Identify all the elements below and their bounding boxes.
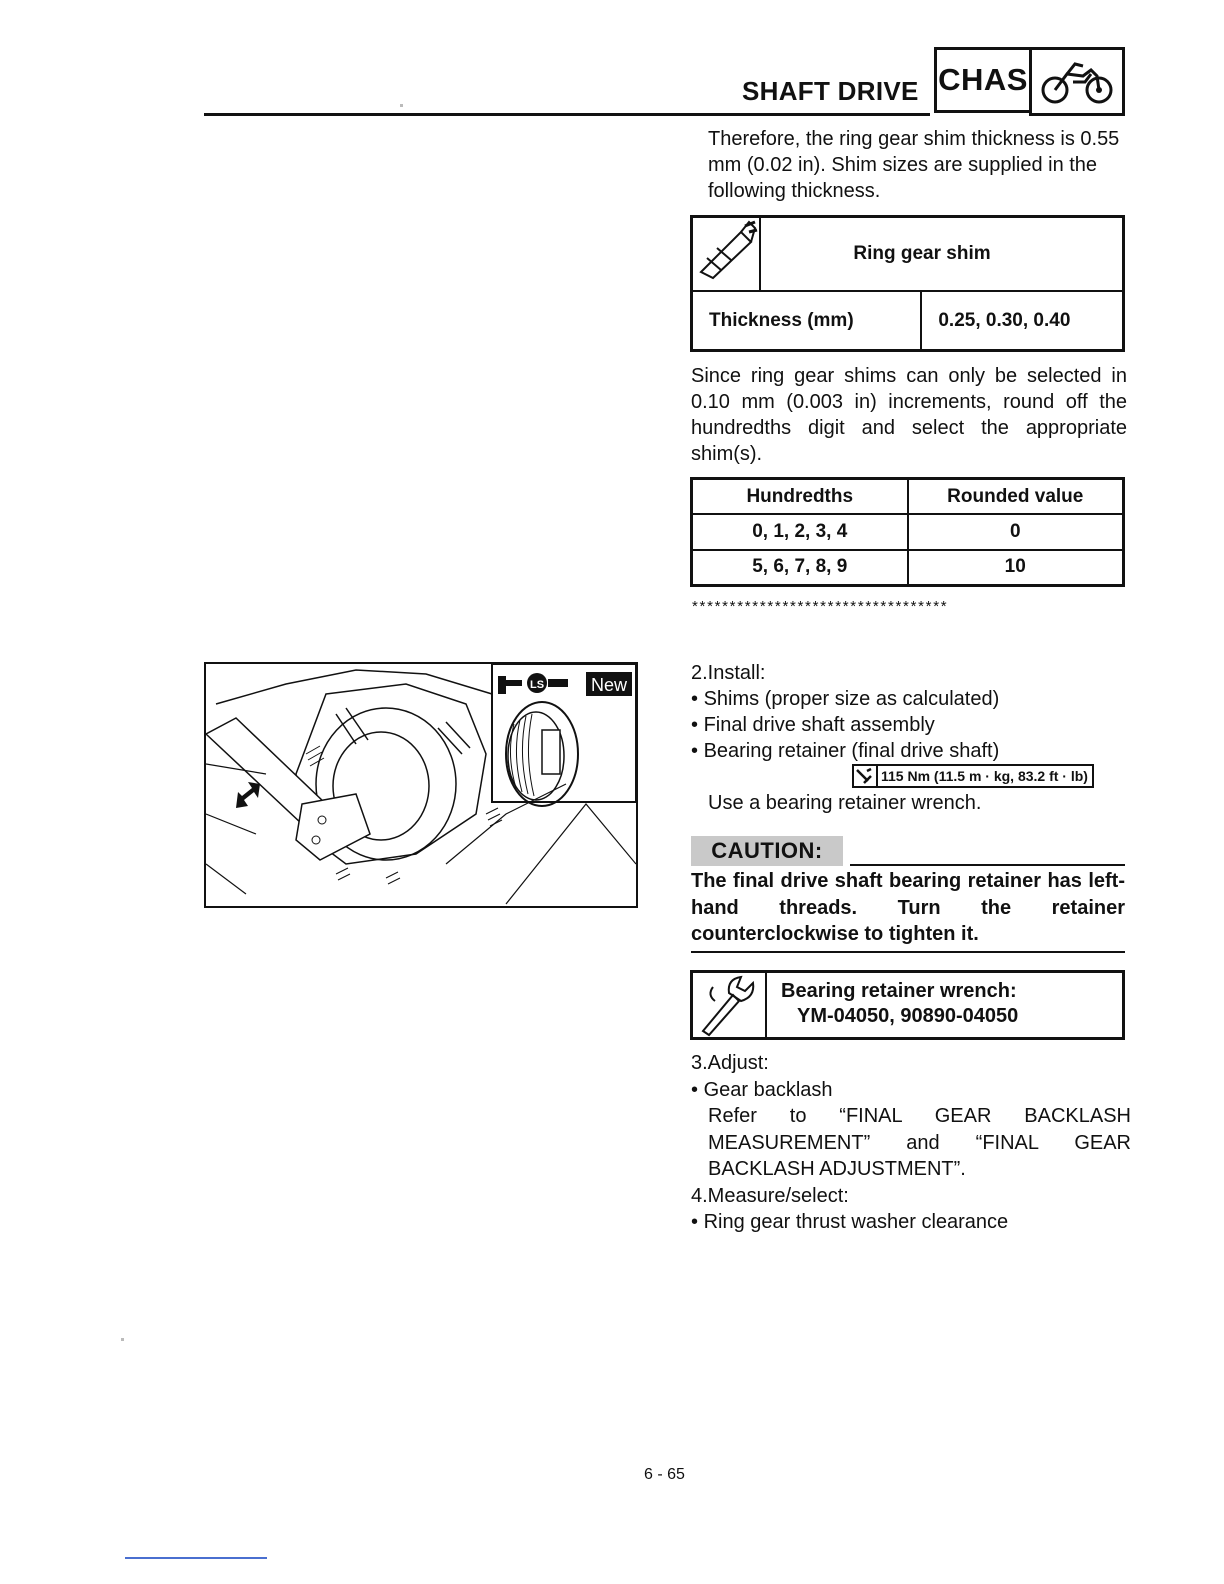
footer-underline [125,1557,267,1559]
list-item: • Gear backlash [691,1078,833,1101]
list-item: • Ring gear thrust washer clearance [691,1211,1009,1233]
thickness-label: Thickness (mm) [692,291,922,351]
table-header: Rounded value [908,479,1124,515]
chapter-badge-label: CHAS [938,62,1028,97]
torque-wrench-icon [854,766,878,786]
measure-heading: 4.Measure/select: [691,1184,849,1207]
list-item: • Final drive shaft assembly [691,714,935,736]
caution-bottom-rule [691,951,1125,953]
rounding-paragraph: Since ring gear shims can only be selected in 0.10 mm (0.003 in) increments, round off the hundredths digit and select the appropriate shim(s). [691,365,1127,465]
caution-rule [850,864,1125,866]
torque-value: 115 Nm (11.5 m · kg, 83.2 ft · lb) [881,768,1088,784]
list-item: • Bearing retainer (final drive shaft) [691,740,1000,762]
table-cell: 0 [908,514,1124,549]
torque-spec [852,764,1094,788]
motorcycle-icon [1029,47,1125,116]
wrench-icon [693,973,767,1037]
table-header: Hundredths [692,479,908,515]
chapter-badge [934,47,1032,113]
ring-gear-shim-table [690,215,1125,352]
rounding-table [690,477,1125,587]
caution-text: The final drive shaft bearing retainer has left-hand threads. Turn the retainer counterclockwise to tighten it. [691,870,1125,945]
header-rule [204,113,930,116]
adjust-heading: 3.Adjust: [691,1052,769,1074]
page-number: 6 - 65 [644,1466,685,1483]
install-heading: 2.Install: [691,662,766,684]
adjust-measure-list [691,1050,1131,1236]
caliper-icon [692,217,761,292]
section-title: SHAFT DRIVE [742,76,919,106]
scan-dot [121,1338,124,1341]
adjust-reference: Refer to “FINAL GEAR BACKLASH MEASUREMENT” and “FINAL GEAR BACKLASH ADJUSTMENT”. [708,1105,1131,1180]
caution-label: CAUTION: [691,836,843,866]
special-tool-box [690,970,1125,1040]
tool-part-numbers: YM-04050, 90890-04050 [797,1005,1019,1027]
table-cell: 10 [908,550,1124,586]
intro-paragraph: Therefore, the ring gear shim thickness is 0.55 mm (0.02 in). Shim sizes are supplied in the following thickness. [708,128,1120,202]
installation-illustration [204,662,638,908]
new-label: New [590,675,628,695]
thickness-values: 0.25, 0.30, 0.40 [921,291,1123,351]
list-item: • Shims (proper size as calculated) [691,688,1000,710]
install-list [691,660,1131,816]
table-cell: 5, 6, 7, 8, 9 [692,550,908,586]
shim-table-title: Ring gear shim [760,217,1124,292]
tool-name: Bearing retainer wrench: [781,980,1017,1002]
scan-dot [400,104,403,107]
section-separator: ********************************** [692,598,949,615]
install-note: Use a bearing retainer wrench. [708,792,982,814]
ls-label: LS [529,679,545,691]
table-cell: 0, 1, 2, 3, 4 [692,514,908,549]
